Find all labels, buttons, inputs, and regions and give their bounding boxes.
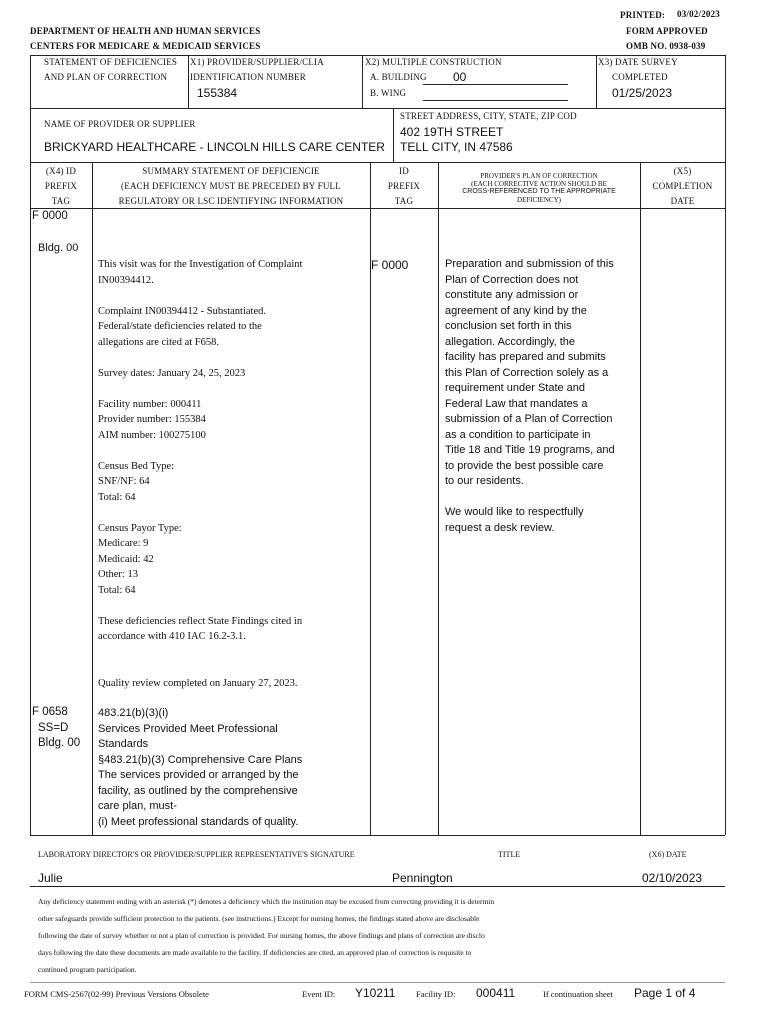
provider-name-value: BRICKYARD HEALTHCARE - LINCOLN HILLS CARE CENTER <box>44 140 385 154</box>
disclaimer-line-1: Any deficiency statement ending with an asterisk (*) denotes a deficiency which the institution may be excused from correcting providing it is determin <box>38 897 495 906</box>
signature-title: Pennington <box>392 871 453 885</box>
summary-paragraph-2: Complaint IN00394412 - Substantiated. Federal/state deficiencies related to the allegations are cited at F658. <box>98 305 266 348</box>
printed-label: PRINTED: <box>620 10 666 20</box>
address-line1: 402 19TH STREET <box>400 125 504 139</box>
x4-header-1: (X4) ID <box>45 166 77 176</box>
x4-header-2: PREFIX <box>44 181 78 191</box>
x4-header-3: TAG <box>51 196 71 206</box>
summary-header-3: REGULATORY OR LSC IDENTIFYING INFORMATION <box>118 196 344 206</box>
date-survey-label-2: COMPLETED <box>612 72 668 82</box>
summary-paragraph-4: Facility number: 000411 Provider number: 155384 AIM number: 100275100 <box>98 398 206 441</box>
printed-date: 03/02/2023 <box>677 9 721 19</box>
plan-header-2: (EACH CORRECTIVE ACTION SHOULD BE <box>471 180 607 188</box>
summary-paragraph-7: These deficiencies reflect State Findings cited in accordance with 410 IAC 16.2-3.1. <box>98 615 303 642</box>
disclaimer-line-4: days following the date these documents are made available to the facility. If deficiencies are cited, an approved plan of correction is requisite to <box>38 948 472 957</box>
summary-paragraph-8: Quality review completed on January 27, 2023. <box>98 677 298 689</box>
facility-id-value: 000411 <box>476 986 516 1000</box>
plan-of-correction <box>445 257 637 552</box>
summary-paragraph-3: Survey dates: January 24, 25, 2023 <box>98 367 246 379</box>
f658-text: 483.21(b)(3)(i) Services Provided Meet Professional Standards §483.21(b)(3) Comprehensive Care Plans The services provided or arranged by the facility, as outlined by the comprehensive care plan, must- (i) Meet professional standards of quality. <box>98 707 303 828</box>
disclaimer-line-5: continued program participation. <box>38 965 137 974</box>
facility-id-label: Facility ID: <box>416 989 456 999</box>
plan-header-1: PROVIDER'S PLAN OF CORRECTION <box>480 172 598 180</box>
bldg-label-2: Bldg. 00 <box>38 737 81 749</box>
date-survey-label-1: X3) DATE SURVEY <box>598 57 678 67</box>
plan-text: Preparation and submission of this Plan of Correction does not constitute any admission or agreement of any kind by the conclusion set forth in this allegation. Accordingly, the facility has prepared and submits this Plan of Correction solely as a requirement under State and Federal Law that mandates a submission of a Plan of Correction as a condition to participate in Title 18 and Title 19 programs, and to provide the best possible care to our residents. <box>445 258 615 487</box>
summary-header-2: (EACH DEFICIENCY MUST BE PRECEDED BY FULL <box>121 181 341 191</box>
statement-label-1: STATEMENT OF DEFICIENCIES <box>44 57 178 67</box>
omb-number: OMB NO. 0938-039 <box>626 41 706 51</box>
summary-paragraph-1: This visit was for the Investigation of Complaint IN00394412. <box>98 259 303 286</box>
centers-title: CENTERS FOR MEDICARE & MEDICAID SERVICES <box>30 41 261 51</box>
department-title: DEPARTMENT OF HEALTH AND HUMAN SERVICES <box>30 26 261 36</box>
address-label: STREET ADDRESS, CITY, STATE, ZIP COD <box>400 111 577 121</box>
id-prefix-f0000: F 0000 <box>371 258 409 272</box>
summary-paragraph-5: Census Bed Type: SNF/NF: 64 Total: 64 <box>98 460 175 503</box>
provider-id-value: 155384 <box>197 86 238 100</box>
tag-f0000: F 0000 <box>32 210 68 222</box>
scope-severity: SS=D <box>38 722 69 734</box>
plan-text-desk-review: We would like to respectfully request a desk review. <box>445 506 584 534</box>
summary-text <box>98 257 366 707</box>
event-id-value: Y10211 <box>355 986 396 1000</box>
event-id-label: Event ID: <box>302 989 336 999</box>
page-number: Page 1 of 4 <box>634 986 696 1000</box>
building-label: A. BUILDING <box>370 72 427 82</box>
address-line2: TELL CITY, IN 47586 <box>400 140 513 154</box>
provider-name-label: NAME OF PROVIDER OR SUPPLIER <box>44 119 196 129</box>
form-approved: FORM APPROVED <box>626 26 708 36</box>
provider-id-label-2: IDENTIFICATION NUMBER <box>190 72 306 82</box>
x5-header-2: COMPLETION <box>652 181 713 191</box>
disclaimer-line-3: following the date of survey whether or not a plan of correction is provided. For nursing homes, the above findings and plans of correction are disclo <box>38 931 485 940</box>
signature-date: 02/10/2023 <box>642 871 703 885</box>
id-header-3: TAG <box>394 196 414 206</box>
multiple-construction-label: X2) MULTIPLE CONSTRUCTION <box>365 57 502 67</box>
title-label: TITLE <box>498 850 521 859</box>
bldg-label: Bldg. 00 <box>38 242 79 254</box>
signature-name: Julie <box>38 871 63 885</box>
provider-id-label-1: X1) PROVIDER/SUPPLIER/CLIA <box>190 57 324 67</box>
tag-f0658: F 0658 <box>32 706 68 718</box>
signature-label: LABORATORY DIRECTOR'S OR PROVIDER/SUPPLIER REPRESENTATIVE'S SIGNATURE <box>38 850 355 859</box>
wing-label: B. WING <box>370 88 407 98</box>
id-header-1: ID <box>399 166 409 176</box>
summary-paragraph-6: Census Payor Type: Medicare: 9 Medicaid: 42 Other: 13 Total: 64 <box>98 522 182 596</box>
continuation-label: If continuation sheet <box>543 989 613 999</box>
date-label: (X6) DATE <box>649 850 687 859</box>
date-survey-value: 01/25/2023 <box>612 86 673 100</box>
id-header-2: PREFIX <box>387 181 421 191</box>
summary-header-1: SUMMARY STATEMENT OF DEFICIENCIE <box>142 166 320 176</box>
disclaimer-line-2: other safeguards provide sufficient protection to the patients. (see instructions.) Except for nursing homes, the findings stated above are disclosable <box>38 914 480 923</box>
form-number: FORM CMS-2567(02-99) Previous Versions Obsolete <box>24 989 209 999</box>
plan-header-4: DEFICIENCY) <box>517 196 561 204</box>
x5-header-3: DATE <box>670 196 695 206</box>
x5-header-1: (X5) <box>673 166 692 176</box>
plan-header-3: CROSS-REFERENCED TO THE APPROPRIATE <box>462 188 616 195</box>
disclaimer <box>38 893 728 978</box>
building-value: 00 <box>453 70 467 84</box>
statement-label-2: AND PLAN OF CORRECTION <box>44 72 168 82</box>
